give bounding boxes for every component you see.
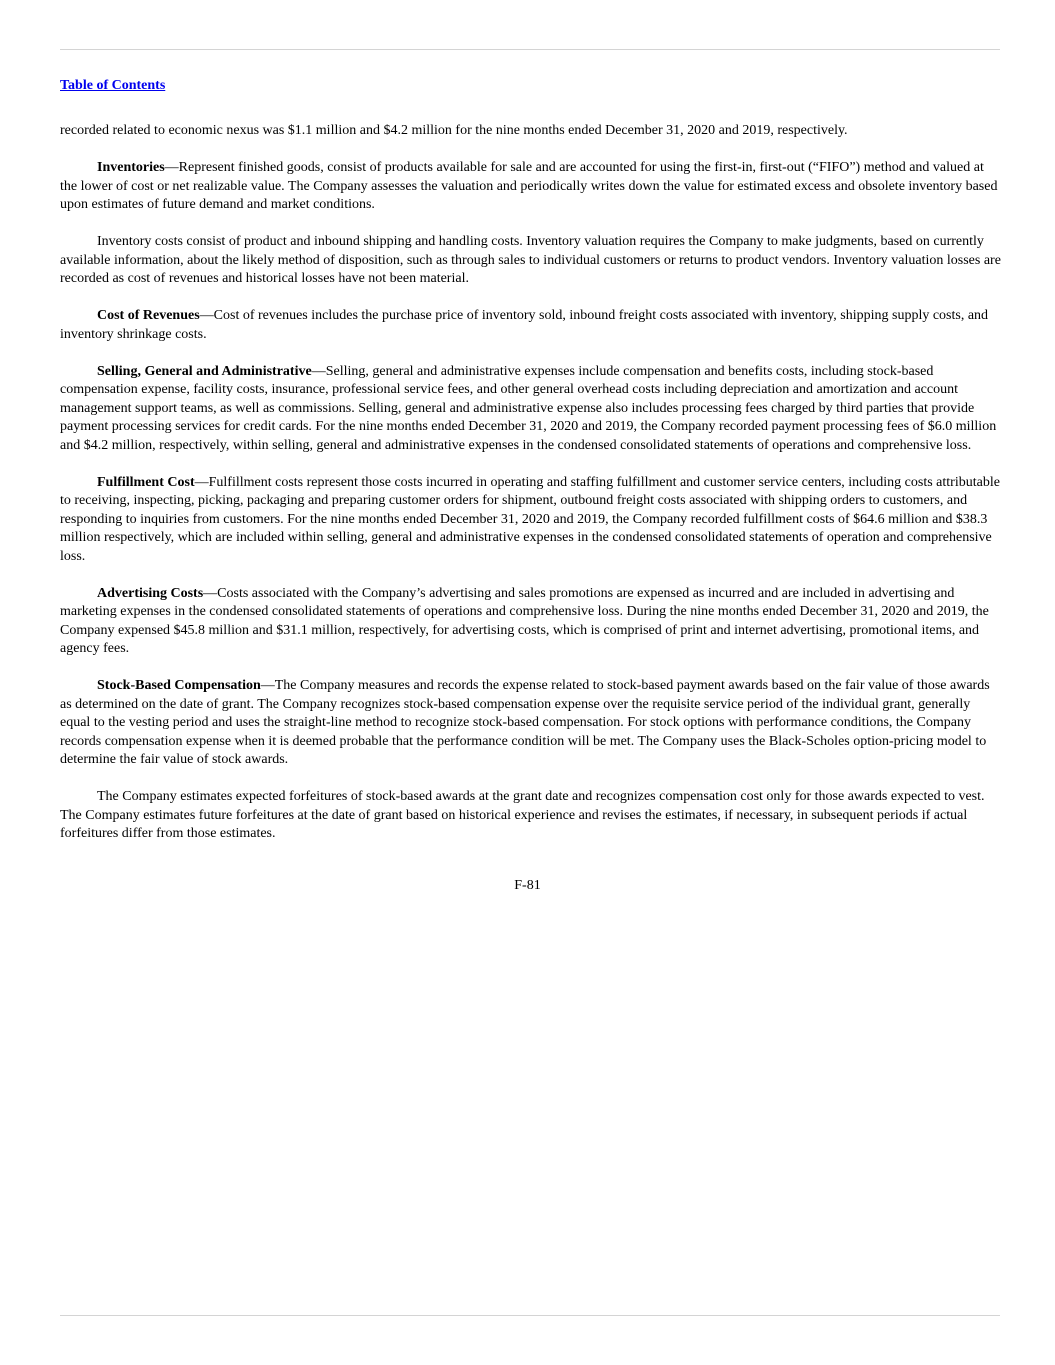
paragraph-text: —Represent finished goods, consist of products available for sale and are accounted for using the first-in, first-out (“FIFO”) method and valued at the lower of cost or net realizable value. The Company assesses the valuation and periodically writes down the value for estimated excess and obsolete inventory based upon estimates of future demand and market conditions. [60, 160, 998, 212]
paragraph-forfeitures [60, 788, 1002, 844]
paragraph-text: —Fulfillment costs represent those costs incurred in operating and staffing fulfillment and customer service centers, including costs attributable to receiving, inspecting, picking, packaging and preparing customer orders for shipment, outbound freight costs associated with shipping orders to customers, and responding to inquiries from customers. For the nine months ended December 31, 2020 and 2019, the Company recorded fulfillment costs of $64.6 million and $38.3 million respectively, which are included within selling, general and administrative expenses in the condensed consolidated statements of operation and comprehensive loss. [60, 474, 1000, 564]
paragraph-heading: Selling, General and Administrative [97, 363, 312, 379]
paragraph-text: —The Company measures and records the expense related to stock-based payment awards based on the fair value of those awards as determined on the date of grant. The Company recognizes stock-based compensation expense over the requisite service period of the individual grant, generally equal to the vesting period and uses the straight-line method to recognize stock-based compensation. For stock options with performance conditions, the Company records compensation expense when it is deemed probable that the performance condition will be met. The Company uses the Black-Scholes option-pricing model to determine the fair value of stock awards. [60, 678, 990, 767]
header-divider [60, 49, 1000, 50]
table-of-contents-link[interactable]: Table of Contents [60, 78, 166, 93]
paragraph-text: The Company estimates expected forfeitures of stock-based awards at the grant date and recognizes compensation cost only for those awards expected to vest. The Company estimates future forfeitures at the date of grant based on historical experience and revises the estimates, if necessary, in subsequent periods if actual forfeitures differ from those estimates. [60, 789, 985, 841]
paragraph-inventories [60, 159, 1002, 215]
document-body [60, 122, 1002, 862]
page-number: F-81 [514, 878, 541, 893]
paragraph-economic-nexus [60, 122, 1002, 141]
paragraph-text: recorded related to economic nexus was $1.1 million and $4.2 million for the nine months ended December 31, 2020 and 2019, respectively. [60, 123, 848, 138]
paragraph-sga [60, 363, 1002, 456]
paragraph-inventory-costs [60, 233, 1002, 289]
footer-divider [60, 1315, 1000, 1316]
paragraph-stock-based-compensation [60, 677, 1002, 770]
paragraph-fulfillment-cost [60, 474, 1002, 567]
paragraph-heading: Advertising Costs [97, 585, 204, 601]
paragraph-heading: Inventories [97, 160, 165, 175]
paragraph-cost-of-revenues [60, 307, 1002, 344]
paragraph-advertising-costs [60, 585, 1002, 659]
paragraph-heading: Cost of Revenues [97, 308, 200, 323]
paragraph-text: Inventory costs consist of product and inbound shipping and handling costs. Inventory valuation requires the Company to make judgments, based on currently available information, about the likely method of disposition, such as through sales to individual customers or returns to product vendors. Inventory valuation losses are recorded as cost of revenues and historical losses have not been material. [60, 234, 1001, 286]
paragraph-heading: Stock-Based Compensation [97, 678, 261, 693]
paragraph-text: —Cost of revenues includes the purchase price of inventory sold, inbound freight costs associated with inventory, shipping supply costs, and inventory shrinkage costs. [60, 308, 989, 342]
paragraph-text: —Selling, general and administrative expenses include compensation and benefits costs, including stock-based compensation expense, facility costs, insurance, professional service fees, and other general overhead costs including depreciation and amortization and account management support teams, as well as commissions. Selling, general and administrative expense also includes processing fees charged by third parties that provide payment processing services for credit cards. For the nine months ended December 31, 2020 and 2019, the Company recorded payment processing fees of $6.0 million and $4.2 million, respectively, within selling, general and administrative expenses in the condensed consolidated statements of operations and comprehensive loss. [60, 363, 997, 453]
paragraph-heading: Fulfillment Cost [97, 474, 195, 490]
paragraph-text: —Costs associated with the Company’s advertising and sales promotions are expensed as incurred and are included in advertising and marketing expenses in the condensed consolidated statements of operations and comprehensive loss. During the nine months ended December 31, 2020 and 2019, the Company expensed $45.8 million and $31.1 million, respectively, for advertising costs, which is comprised of print and internet advertising, promotional items, and agency fees. [60, 585, 989, 656]
